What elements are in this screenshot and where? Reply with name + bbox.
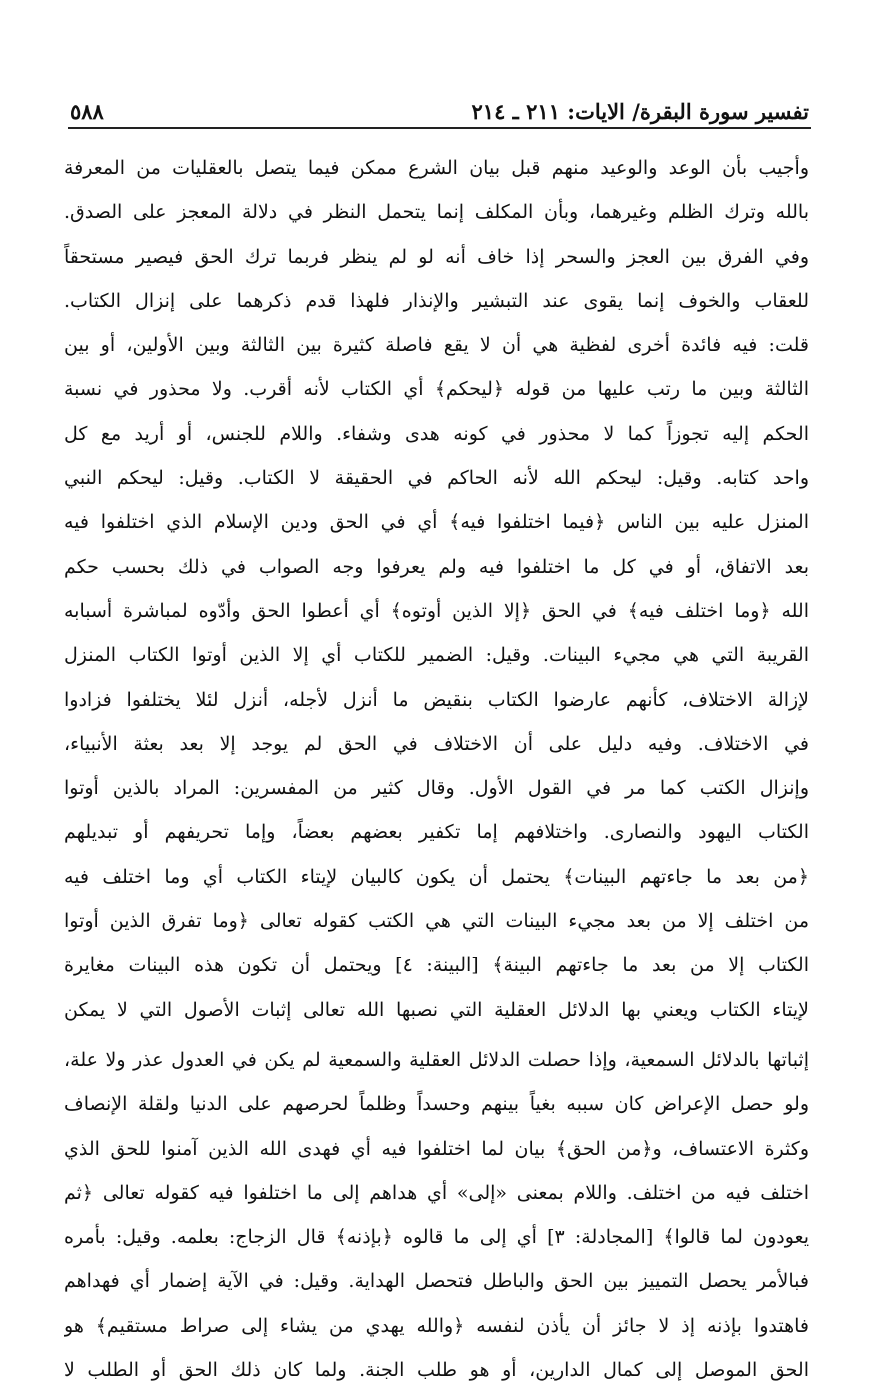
header-divider <box>68 127 811 129</box>
text-line: فاهتدوا بإذنه إذ لا جائز أن يأذن لنفسه ﴿والله يهدي من يشاء إلى صراط مستقيم﴾ هو <box>64 1314 809 1337</box>
body-text <box>64 146 809 1392</box>
text-line: الكتاب اليهود والنصارى. واختلافهم إما تكفير بعضهم بعضاً، وإما تحريفهم أو تبديلهم <box>64 821 809 844</box>
text-line: يعودون لما قالوا﴾ [المجادلة: ٣] أي إلى ما قالوه ﴿بإذنه﴾ قال الزجاج: بعلمه. وقيل: بأمره <box>64 1226 809 1249</box>
text-line: إثباتها بالدلائل السمعية، وإذا حصلت الدلائل العقلية والسمعية لم يكن في العدول عذر ولا علة، <box>64 1048 809 1071</box>
text-line: الحكم إليه تجوزاً كما لا محذور في كونه هدى وشفاء. واللام للجنس، أو أريد مع كل <box>64 422 809 445</box>
text-line: لإزالة الاختلاف، كأنهم عارضوا الكتاب بنقيض ما أنزل لأجله، أنزل لئلا يختلفوا فزادوا <box>64 688 809 711</box>
text-line: اختلف فيه من اختلف. واللام بمعنى «إلى» أي هداهم إلى ما اختلفوا فيه كقوله تعالى ﴿ثم <box>64 1181 809 1204</box>
text-line: لإيتاء الكتاب ويعني بها الدلائل العقلية التي نصبها الله تعالى إثبات الأصول التي لا يمكن <box>64 998 809 1021</box>
text-line: وفي الفرق بين العجز والسحر إذا خاف أنه لو لم ينظر فربما ترك الحق فيصير مستحقاً <box>64 245 809 268</box>
text-line: ﴿من بعد ما جاءتهم البينات﴾ يحتمل أن يكون كالبيان لإيتاء الكتاب أي وما اختلف فيه <box>64 865 809 888</box>
running-header <box>70 92 809 126</box>
text-line: بالله وترك الظلم وغيرهما، وبأن المكلف إنما يتحمل النظر في دلالة المعجز على الصدق. <box>64 201 809 224</box>
page-number: ٥٨٨ <box>70 99 104 124</box>
text-line: وكثرة الاعتساف، و﴿من الحق﴾ بيان لما اختلفوا فيه أي فهدى الله الذين آمنوا للحق الذي <box>64 1137 809 1160</box>
text-line: الثالثة وبين ما رتب عليها من قوله ﴿ليحكم﴾ أي الكتاب لأنه أقرب. ولا محذور في نسبة <box>64 378 809 401</box>
text-line: واحد كتابه. وقيل: ليحكم الله لأنه الحاكم في الحقيقة لا الكتاب. وقيل: ليحكم النبي <box>64 467 809 490</box>
text-line: من اختلف إلا من بعد مجيء البينات التي هي الكتب كقوله تعالى ﴿وما تفرق الذين أوتوا <box>64 910 809 933</box>
text-line: المنزل عليه بين الناس ﴿فيما اختلفوا فيه﴾ أي في الحق ودين الإسلام الذي اختلفوا فيه <box>64 511 809 534</box>
text-line: وأجيب بأن الوعد والوعيد منهم قبل بيان الشرع ممكن فيما يتصل بالعقليات من المعرفة <box>64 157 809 179</box>
text-line: وإنزال الكتب كما مر في القول الأول. وقال كثير من المفسرين: المراد بالذين أوتوا <box>64 777 809 800</box>
text-line: الكتاب إلا من بعد ما جاءتهم البينة﴾ [البينة: ٤] ويحتمل أن تكون هذه البينات مغايرة <box>64 954 809 977</box>
running-title: تفسير سورة البقرة/ الايات: ٢١١ ـ ٢١٤ <box>471 99 809 124</box>
text-line: الله ﴿وما اختلف فيه﴾ في الحق ﴿إلا الذين أوتوه﴾ أي أعطوا الحق وأدّوه لمباشرة أسبابه <box>64 599 809 622</box>
text-line: ولو حصل الإعراض كان سببه بغياً بينهم وحسداً وظلماً لحرصهم على الدنيا ولقلة الإنصاف <box>64 1093 809 1116</box>
text-line: الحق الموصل إلى كمال الدارين، أو هو طلب الجنة. ولما كان ذلك الحق أو الطلب لا <box>64 1359 809 1382</box>
text-line: القريبة التي هي مجيء البينات. وقيل: الضمير للكتاب أي إلا الذين أوتوا الكتاب المنزل <box>64 644 809 667</box>
text-line: قلت: فيه فائدة أخرى لفظية هي أن لا يقع فاصلة كثيرة بين الثالثة وبين الأولين، أو بين <box>64 334 809 357</box>
text-line: للعقاب والخوف إنما يقوى عند التبشير والإنذار فلهذا قدم ذكرهما على إنزال الكتاب. <box>64 289 809 312</box>
text-line: بعد الاتفاق، أو في كل ما اختلفوا فيه ولم يعرفوا وجه الصواب في ذلك بحسب حكم <box>64 555 809 578</box>
text-line: فبالأمر يحصل التمييز بين الحق والباطل فتحصل الهداية. وقيل: في الآية إضمار أي فهداهم <box>64 1270 809 1293</box>
text-line: في الاختلاف. وفيه دليل على أن الاختلاف في الحق لم يوجد إلا بعد بعثة الأنبياء، <box>64 732 809 755</box>
